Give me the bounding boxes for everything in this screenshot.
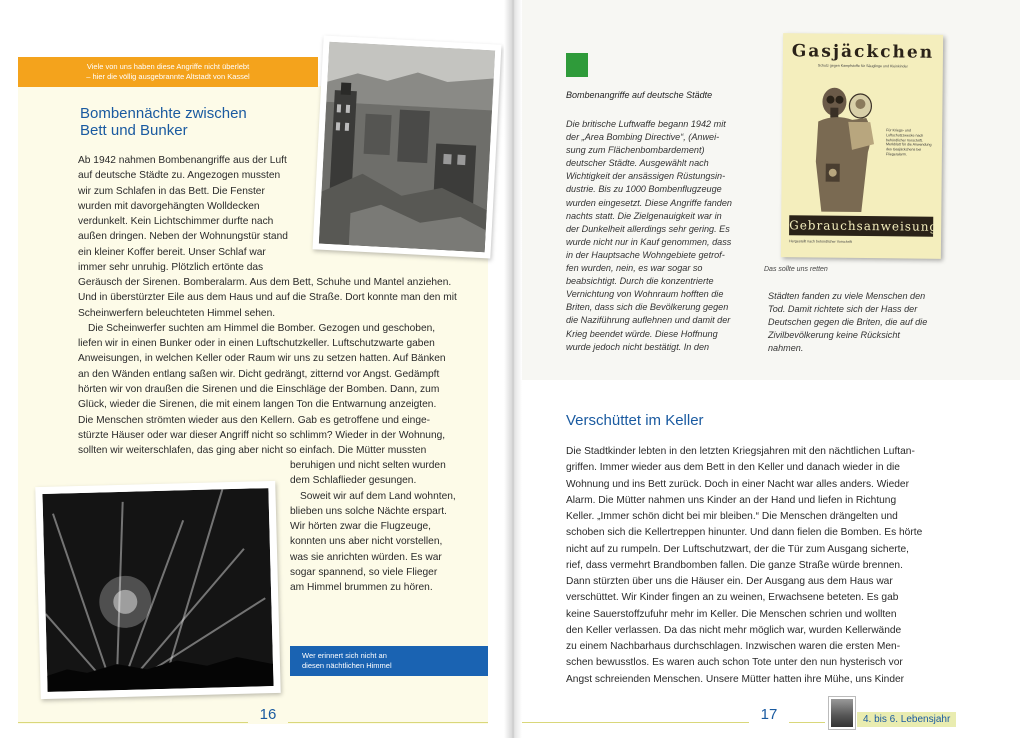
right-headline: Verschüttet im Keller	[566, 412, 704, 429]
text-line: der Dunkelheit allerdings sehr gering. Es	[566, 223, 730, 234]
text-line: außen dringen. Neben der Wohnungstür stand	[78, 231, 288, 243]
right-body-text	[566, 444, 958, 688]
text-line: wurden mit davorgehängten Wolldecken	[78, 200, 260, 212]
text-line: deutscher Städte. Ausgewählt nach	[566, 158, 709, 169]
text-line: dustrie. Bis zu 1000 Bombenflugzeuge	[566, 184, 722, 195]
searchlight-image	[42, 488, 273, 692]
left-paragraph-3	[290, 458, 474, 596]
leaflet-subtitle: Schutz gegen Kampfstoffe für Säuglinge und Kleinkinder	[817, 63, 908, 69]
text-line: beruhigen und nicht selten wurden	[290, 460, 446, 471]
text-line: beabsichtigt. Durch die konzentrierte	[566, 276, 714, 287]
text-line: Angst schreienden Menschen. Unsere Mütter hatten ihre Mühe, uns Kinder	[566, 673, 905, 685]
text-line: sollten wir weiterschlafen, das ging aber nicht so einfach. Die Mütter mussten	[78, 445, 427, 457]
text-line: fen wurden, nein, es war sogar so	[566, 263, 703, 274]
kassel-ruins-photo	[313, 35, 502, 258]
leaflet-title: Gasjäckchen	[791, 41, 935, 63]
text-line: Zivilbevölkerung keine Rücksicht	[768, 330, 900, 341]
footer-rule	[18, 722, 248, 723]
text-line: wir zum Schlafen in das Bett. Die Fenster	[78, 185, 265, 197]
kassel-ruins-image	[319, 42, 495, 252]
page-number-right: 17	[760, 706, 778, 723]
leaflet-band: Gebrauchsanweisung	[789, 215, 933, 237]
text-line: Anweisungen, in welchen Keller oder Raum wir uns zu setzen hatten. Auf Bänken	[78, 353, 446, 365]
blue-caption-line: diesen nächtlichen Himmel	[302, 660, 392, 670]
text-line: Deutschen gegen die Briten, die auf die	[768, 317, 928, 328]
text-line: Geräusch der Sirenen. Bomberalarm. Aus dem Bett, Schuhe und Mantel anziehen.	[78, 277, 452, 288]
text-line: Die Scheinwerfer suchten am Himmel die Bomber. Gezogen und geschoben,	[88, 322, 436, 334]
text-line: schen bewusstlos. Es waren auch schon Tote unter den nun hysterisch vor	[566, 657, 903, 669]
text-line: wurde nicht nur in Kauf genommen, dass	[566, 236, 732, 247]
text-line: der „Area Bombing Directive“, (Anwei-	[566, 132, 720, 143]
text-line: auf deutsche Städte zu. Angezogen mussten	[78, 170, 281, 182]
footer-rule	[522, 722, 749, 723]
text-line: Die britische Luftwaffe begann 1942 mit	[566, 119, 726, 129]
text-line: Wichtigkeit der ansässigen Rüstungsin-	[566, 171, 726, 182]
orange-caption	[18, 57, 318, 87]
age-range-label: 4. bis 6. Lebensjahr	[857, 712, 956, 727]
text-line: Keller. „Immer schön dicht bei mir bleiben.“ Die Menschen drängelten und	[566, 511, 898, 522]
left-headline	[80, 105, 310, 139]
text-line: konnten uns aber nicht vorstellen,	[290, 536, 443, 548]
left-headline-line: Bett und Bunker	[80, 122, 188, 139]
text-line: zu einem Nachbarhaus durchschlagen. Inzwischen waren die ersten Men-	[566, 641, 901, 652]
orange-caption-line: Viele von uns haben diese Angriffe nicht überlebt	[86, 62, 250, 71]
text-line: nachts statt. Die Zielgenauigkeit war in	[566, 210, 722, 221]
left-paragraph-1	[78, 153, 310, 275]
book-gutter	[504, 0, 522, 738]
text-line: Ab 1942 nahmen Bombenangriffe aus der Luft	[78, 155, 287, 166]
text-line: Tod. Damit richtete sich der Hass der	[768, 304, 918, 315]
text-line: nicht auf zu rumpeln. Der Luftschutzwart, der die Tür zum Ausgang sicherte,	[566, 543, 909, 555]
text-line: an den Wänden entlang saßen wir. Dicht gedrängt, zitternd vor Angst. Gedämpft	[78, 368, 440, 380]
text-line: Wir hörten zwar die Flugzeuge,	[290, 521, 431, 533]
section-label: Bombenangriffe auf deutsche Städte	[566, 90, 713, 100]
leaflet-text: Für Kriegs- und Luftschutzzwecke nach behördlicher Vorschrift. Merkblatt für die Anwendung des Gasjäckchens bei Fliegeralarm.	[885, 128, 932, 157]
text-line: Dann stürzten über uns die Häuser ein. Der Ausgang aus dem Haus war	[566, 576, 893, 587]
mother-child-gasmask-illustration	[807, 71, 885, 218]
info-column-1	[566, 118, 762, 354]
text-line: verdunkelt. Kein Lichtschimmer durfte nach	[78, 216, 274, 228]
text-line: am Himmel brummen zu hören.	[290, 582, 433, 594]
orange-caption-line: – hier die völlig ausgebrannte Altstadt von Kassel	[86, 71, 250, 81]
text-line: Wohnung und ins Bett zurück. Doch in einer Nacht war alles anders. Wieder	[566, 478, 909, 490]
text-line: was sie anrichten würden. Es war	[290, 551, 442, 563]
text-line: wurde jedoch nicht bestätigt. In den	[566, 341, 710, 352]
leaflet-caption: Das sollte uns retten	[764, 266, 828, 273]
children-thumbnail-photo	[828, 696, 856, 730]
leaflet-footer: Hergestellt nach behördlicher Vorschrift	[788, 239, 852, 244]
blue-caption-line: Wer erinnert sich nicht an	[302, 651, 387, 660]
text-line: Alarm. Die Mütter nahmen uns Kinder an der Hand und liefen in Richtung	[566, 494, 897, 506]
text-line: Soweit wir auf dem Land wohnten,	[300, 490, 456, 502]
footer-rule	[789, 722, 825, 723]
green-marker	[566, 53, 588, 77]
text-line: nahmen.	[768, 343, 804, 354]
right-page	[512, 0, 1020, 738]
text-line: die Naziführung auflehnen und damit der	[566, 315, 731, 326]
left-headline-line: Bombennächte zwischen	[80, 105, 247, 122]
text-line: Die Stadtkinder lebten in den letzten Kriegsjahren mit den nächtlichen Luftan-	[566, 446, 915, 457]
text-line: ein kleiner Koffer bereit. Unser Schlaf war	[78, 246, 266, 258]
text-line: wurden eingesetzt. Diese Angriffe fanden	[566, 197, 732, 208]
text-line: rief, dass vermehrt Brandbomben fallen. Die ganze Straße würde brennen.	[566, 559, 903, 571]
text-line: sogar spannend, so viele Flieger	[290, 567, 438, 579]
text-line: Scheinwerfern beleuchteten Himmel sehen.	[78, 307, 276, 319]
text-line: Die Menschen strömten wieder aus den Kellern. Gab es getroffene und einge-	[78, 414, 431, 426]
text-line: schoben sich die Kellertreppen hinunter. Und dann fielen die Bomben. Es hörte	[566, 527, 923, 539]
text-line: hörten wir von draußen die Sirenen und die Einschläge der Bomben. Dann, zum	[78, 384, 440, 396]
text-line: keine Sauerstoffzufuhr mehr im Keller. Die Menschen schrien und wollten	[566, 608, 897, 620]
text-line: immer sehr unruhig. Plötzlich ertönte das	[78, 262, 264, 274]
text-line: stürzte Häuser oder war dieser Angriff nicht so schlimm? Wieder in der Wohnung,	[78, 429, 446, 441]
text-line: griffen. Immer wieder aus dem Bett in den Keller und danach wieder in die	[566, 462, 900, 474]
text-line: liefen wir in einen Bunker oder in einen Luftschutzkeller. Luftschutzwarte gaben	[78, 338, 435, 350]
text-line: Glück, wieder die Sirenen, die mit einem langen Ton die Entwarnung anzeigten.	[78, 399, 437, 411]
searchlight-night-photo	[35, 481, 280, 699]
left-paragraph-2	[78, 275, 472, 459]
text-line: dem Schlaflieder gesungen.	[290, 475, 417, 487]
gasjaeckchen-leaflet	[781, 33, 943, 259]
text-line: Vernichtung von Wohnraum hofften die	[566, 289, 724, 300]
text-line: den Keller verlassen. Da das nicht mehr möglich war, wurden Kellerwände	[566, 624, 902, 636]
page-number-left: 16	[259, 706, 277, 723]
text-line: verschüttet. Wir Kinder fingen an zu weinen, Erwachsene beteten. Es gab	[566, 592, 899, 604]
text-line: Städten fanden zu viele Menschen den	[768, 291, 926, 301]
footer-rule	[288, 722, 488, 723]
info-column-2	[768, 290, 958, 355]
text-line: Und in überstürzter Eile aus dem Haus und auf die Straße. Dort konnte man den mit	[78, 292, 457, 304]
text-line: Krieg beendet würde. Diese Hoffnung	[566, 328, 718, 339]
blue-caption	[290, 646, 488, 676]
text-line: in der Hauptsache Wohngebiete getrof-	[566, 249, 725, 260]
text-line: Briten, dass sich die Bevölkerung gegen	[566, 302, 729, 313]
text-line: sung zum Flächenbombardement)	[566, 145, 705, 156]
text-line: blieben uns solche Nächte erspart.	[290, 505, 447, 517]
